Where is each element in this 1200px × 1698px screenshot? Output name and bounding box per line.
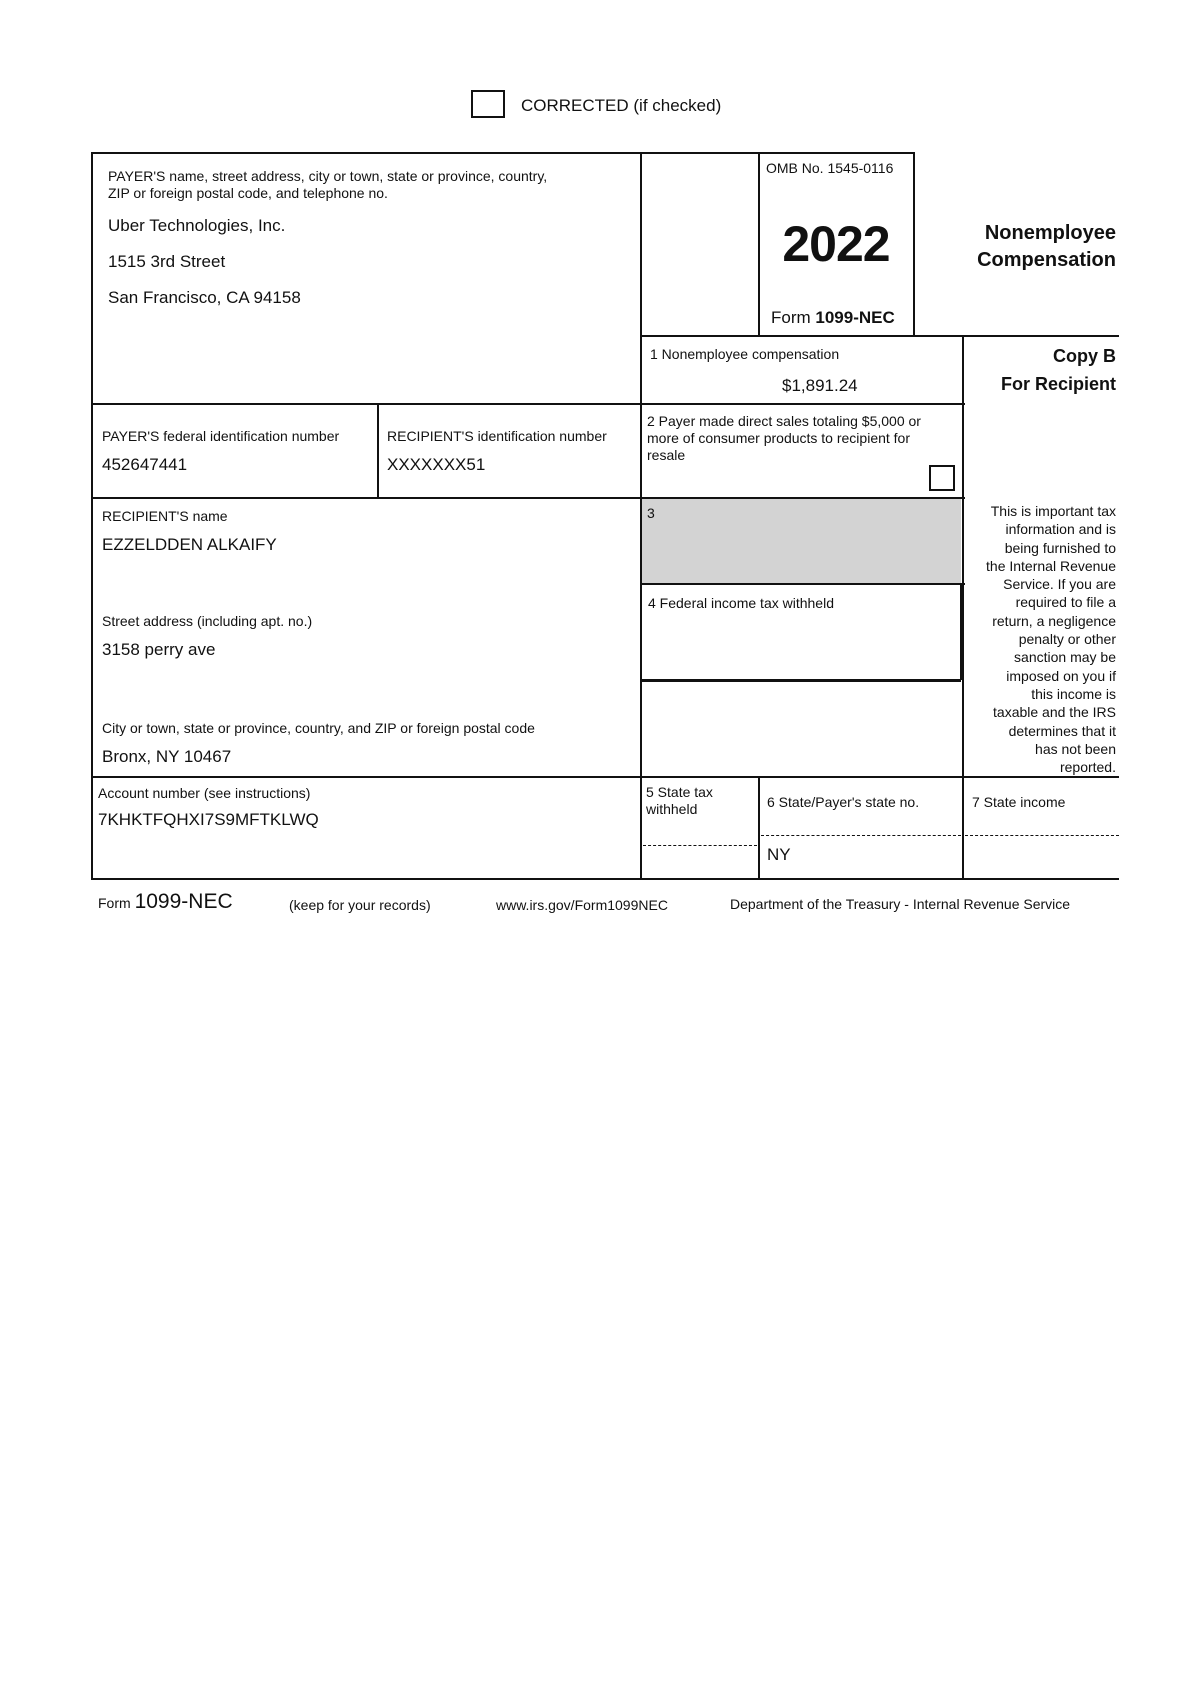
footer-keep: (keep for your records) [289, 897, 431, 913]
recipient-city-label: City or town, state or province, country, and ZIP or foreign postal code [102, 720, 535, 736]
box7-label: 7 State income [972, 794, 1066, 810]
footer-form: Form 1099-NEC [98, 890, 233, 913]
recipient-tin-label: RECIPIENT'S identification number [387, 428, 607, 444]
payer-tin: 452647441 [102, 455, 188, 474]
box3-shaded-area [642, 499, 961, 583]
box6-divider [761, 835, 961, 836]
payer-city: San Francisco, CA 94158 [108, 288, 301, 307]
form-heading: Nonemployee Compensation [977, 222, 1116, 271]
box2-checkbox[interactable] [929, 465, 955, 491]
payer-street: 1515 3rd Street [108, 252, 226, 271]
box3-label: 3 [647, 505, 655, 521]
form-title: Form 1099-NEC [771, 308, 895, 327]
recipient-tin: XXXXXXX51 [387, 455, 486, 474]
payer-name: Uber Technologies, Inc. [108, 216, 286, 235]
recipient-city: Bronx, NY 10467 [102, 747, 232, 766]
corrected-checkbox[interactable] [471, 90, 505, 118]
footer-department: Department of the Treasury - Internal Revenue Service [730, 896, 1071, 912]
box6-label: 6 State/Payer's state no. [767, 794, 920, 810]
footer-url[interactable]: www.irs.gov/Form1099NEC [496, 897, 668, 913]
box7-divider [965, 835, 1119, 836]
payer-tin-label: PAYER'S federal identification number [102, 428, 340, 444]
recipient-name: EZZELDDEN ALKAIFY [102, 535, 277, 554]
account-number: 7KHKTFQHXI7S9MFTKLWQ [98, 810, 319, 829]
recipient-street: 3158 perry ave [102, 640, 216, 659]
box5-label: 5 State tax withheld [646, 784, 713, 817]
tax-notice: This is important tax information and is being furnished to the Internal Revenue Service. If you are required to file a return, a negligence penalty or other sanction may be imposed on you if this income is taxable and the IRS determines that it has not been reported. [986, 503, 1116, 776]
box1-value: $1,891.24 [782, 376, 858, 395]
omb-number: OMB No. 1545-0116 [766, 160, 894, 176]
account-label: Account number (see instructions) [98, 785, 311, 801]
copy-designation: Copy B For Recipient [1000, 346, 1116, 394]
tax-year: 2022 [782, 216, 890, 272]
recipient-name-label: RECIPIENT'S name [102, 508, 228, 524]
recipient-street-label: Street address (including apt. no.) [102, 613, 313, 629]
payer-label: PAYER'S name, street address, city or town, state or province, country, ZIP or foreign postal code, and telephone no. [108, 168, 548, 201]
box2-label: 2 Payer made direct sales totaling $5,000 or more of consumer products to recipient for resale [647, 413, 921, 463]
box4-label: 4 Federal income tax withheld [648, 595, 834, 611]
box5-divider [643, 845, 757, 846]
box6-value: NY [767, 845, 791, 864]
box1-label: 1 Nonemployee compensation [650, 346, 840, 362]
corrected-label: CORRECTED (if checked) [521, 96, 722, 115]
